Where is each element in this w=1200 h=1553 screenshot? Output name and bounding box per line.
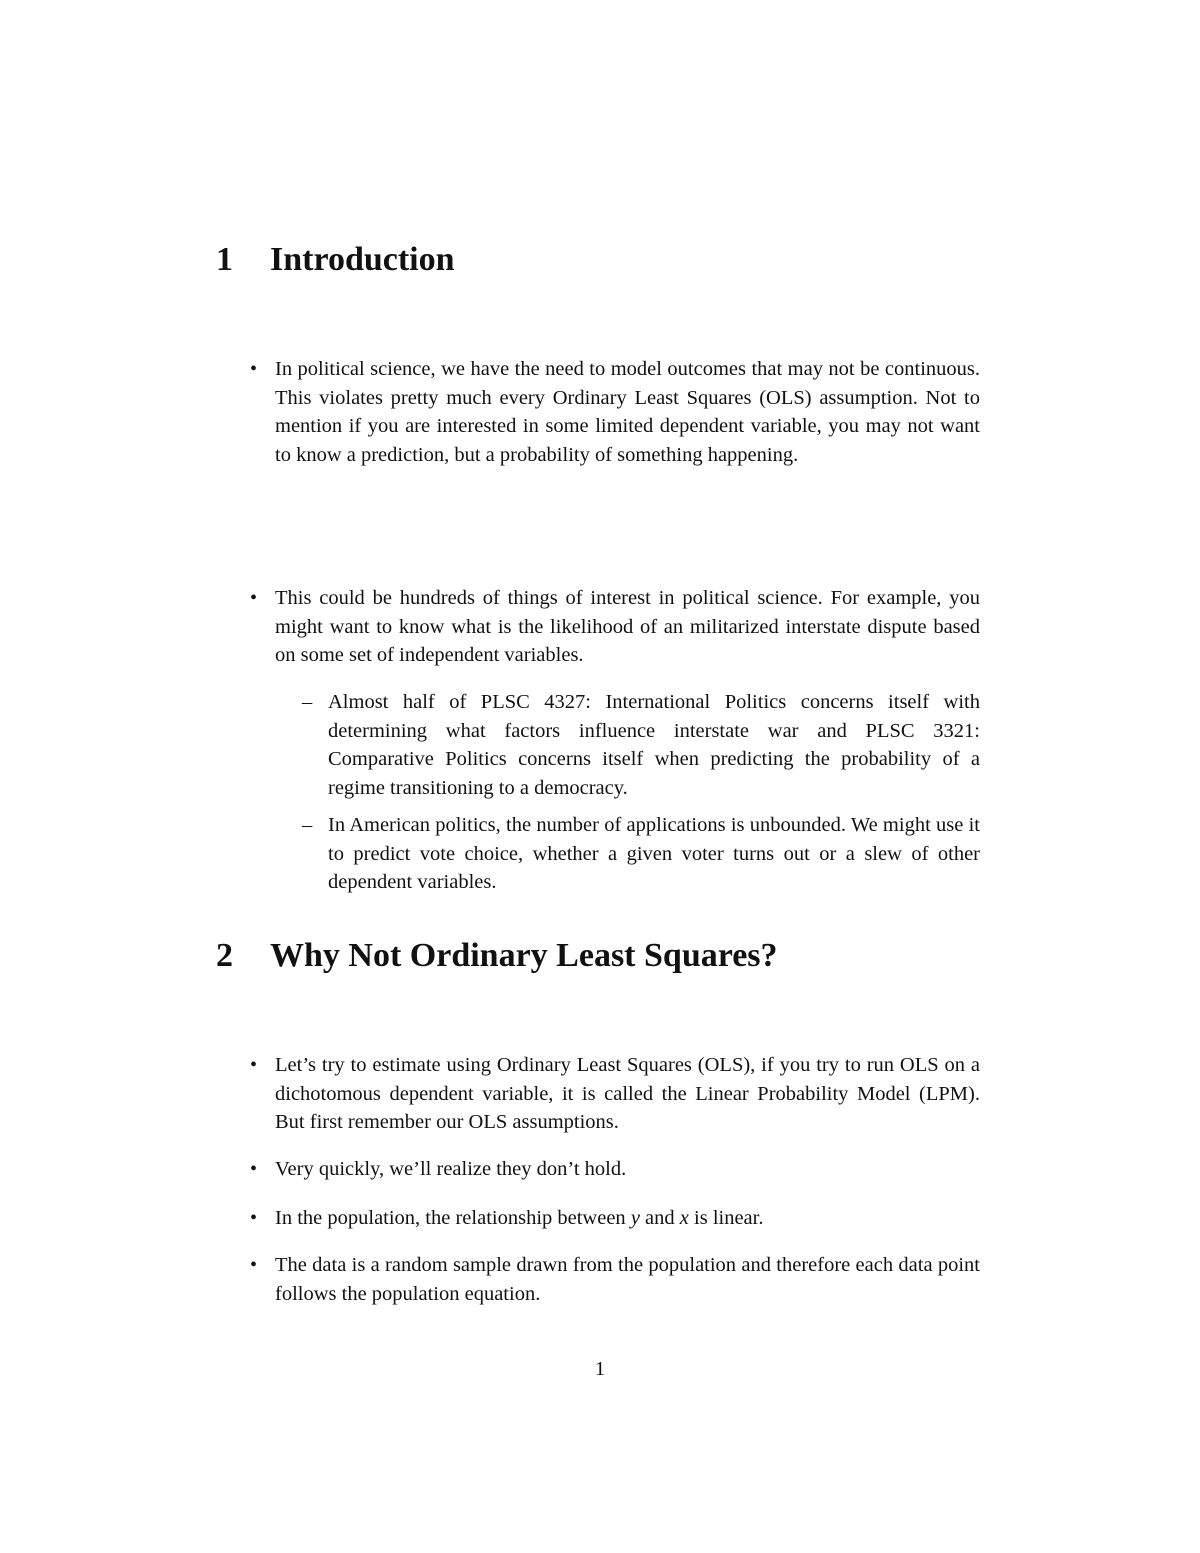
sub-list-item [302,811,980,897]
list-item [250,584,980,670]
bullet-text: In political science, we have the need to model outcomes that may not be continuous. This violates pretty much every Ordinary Least Squares (OLS) assumption. Not to mention if you are interested in some limited dependent variable, you may not want to know a prediction, but a probability of something happening. [275,358,980,466]
list-item [250,355,980,469]
sub-item-text: In American politics, the number of applications is unbounded. We might use it to predict vote choice, whether a given voter turns out or a slew of other dependent variables. [328,814,980,893]
list-item [250,1155,980,1184]
list-item [250,1251,980,1308]
section-1-heading [216,240,455,280]
bullet-marker: • [250,358,258,380]
bullet-marker: • [250,1054,258,1076]
list-item [250,1051,980,1137]
math-variable-x: x [679,1207,689,1229]
text-segment: and [639,1207,680,1229]
bullet-marker: • [250,1158,258,1180]
text-segment: In the population, the relationship between [275,1207,631,1229]
section-title: Introduction [270,241,455,278]
page-number: 1 [594,1358,606,1380]
list-item [250,1204,980,1233]
bullet-text: This could be hundreds of things of interest in political science. For example, you might want to know what is the likelihood of an militarized interstate dispute based on some set of independent variables. [275,587,980,666]
bullet-text [275,1204,980,1233]
sub-item-text: Almost half of PLSC 4327: International Politics concerns itself with determining what factors influence interstate war and PLSC 3321: Comparative Politics concerns itself when predicting the probability of a regime transitioning to a democracy. [328,691,980,799]
section-title: Why Not Ordinary Least Squares? [270,937,778,974]
section-number: 1 [216,241,233,278]
text-segment: is linear. [688,1207,764,1229]
bullet-text: Let’s try to estimate using Ordinary Least Squares (OLS), if you try to run OLS on a dichotomous dependent variable, it is called the Linear Probability Model (LPM). But first remember our OLS assumptions. [275,1054,980,1133]
sub-list-item [302,688,980,802]
bullet-text: Very quickly, we’ll realize they don’t hold. [275,1158,627,1180]
math-variable-y: y [630,1207,640,1229]
dash-marker: – [302,814,313,836]
bullet-marker: • [250,1254,258,1276]
dash-marker: – [302,691,313,713]
bullet-marker: • [250,587,258,609]
section-2-heading [216,936,778,976]
bullet-marker: • [250,1207,258,1229]
section-number: 2 [216,937,233,974]
bullet-text: The data is a random sample drawn from the population and therefore each data point follows the population equation. [275,1254,980,1305]
